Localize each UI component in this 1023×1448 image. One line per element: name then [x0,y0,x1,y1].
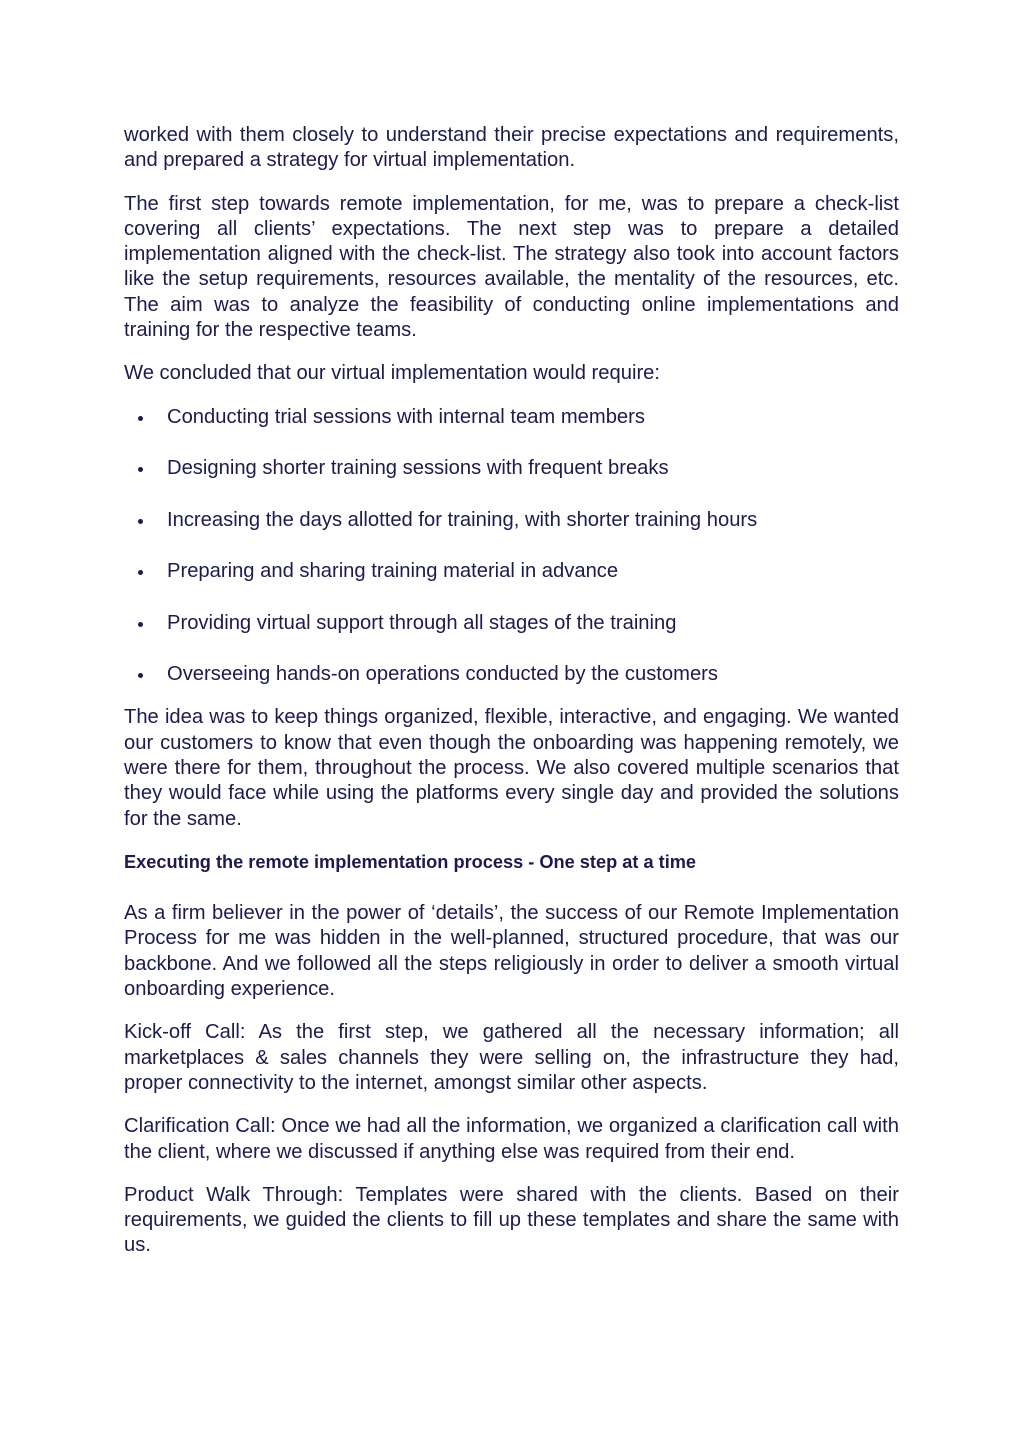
paragraph-intro-continuation: worked with them closely to understand their precise expectations and requirements, and prepared a strategy for virtual implementation. [124,124,899,172]
list-item [124,559,899,584]
list-item [124,611,899,636]
paragraph-product-walkthrough: Product Walk Through: Templates were shared with the clients. Based on their requirements, we guided the clients to fill up these templates and share the same with us. [124,1183,899,1257]
requirements-bullet-list [124,405,899,688]
paragraph-conclusion-intro: We concluded that our virtual implementation would require: [124,362,661,385]
list-item-text: Conducting trial sessions with internal team members [167,405,645,428]
section-heading: Executing the remote implementation process - One step at a time [124,851,697,872]
list-item-text: Preparing and sharing training material in advance [167,560,619,583]
bullet-icon [138,519,143,524]
bullet-icon [138,467,143,472]
bullet-icon [138,673,143,678]
document-page [124,123,899,1259]
list-item-text: Providing virtual support through all stages of the training [167,611,677,634]
list-item-text: Designing shorter training sessions with frequent breaks [167,457,669,480]
list-item-text: Overseeing hands-on operations conducted by the customers [167,663,718,686]
list-item-text: Increasing the days allotted for training, with shorter training hours [167,508,758,531]
bullet-icon [138,570,143,575]
list-item [124,508,899,533]
paragraph-idea: The idea was to keep things organized, flexible, interactive, and engaging. We wanted our customers to know that even though the onboarding was happening remotely, we were there for them, throughout the process. We also covered multiple scenarios that they would face while using the platforms every single day and provided the solutions for the same. [124,706,899,830]
paragraph-kickoff-call: Kick-off Call: As the first step, we gathered all the necessary information; all marketplaces & sales channels they were selling on, the infrastructure they had, proper connectivity to the internet, amongst similar other aspects. [124,1021,899,1094]
bullet-icon [138,416,143,421]
paragraph-details-belief: As a firm believer in the power of ‘details’, the success of our Remote Implementation Process for me was hidden in the well-planned, structured procedure, that was our backbone. And we followed all the steps religiously in order to deliver a smooth virtual onboarding experience. [124,902,899,1001]
list-item [124,405,899,430]
paragraph-first-step: The first step towards remote implementation, for me, was to prepare a check-list covering all clients’ expectations. The next step was to prepare a detailed implementation aligned with the check-list. The strategy also took into account factors like the setup requirements, resources available, the mentality of the resources, etc. The aim was to analyze the feasibility of conducting online implementations and training for the respective teams. [124,192,899,342]
list-item [124,662,899,687]
paragraph-clarification-call: Clarification Call: Once we had all the information, we organized a clarification call with the client, where we discussed if anything else was required from their end. [124,1115,899,1163]
list-item [124,456,899,481]
bullet-icon [138,622,143,627]
